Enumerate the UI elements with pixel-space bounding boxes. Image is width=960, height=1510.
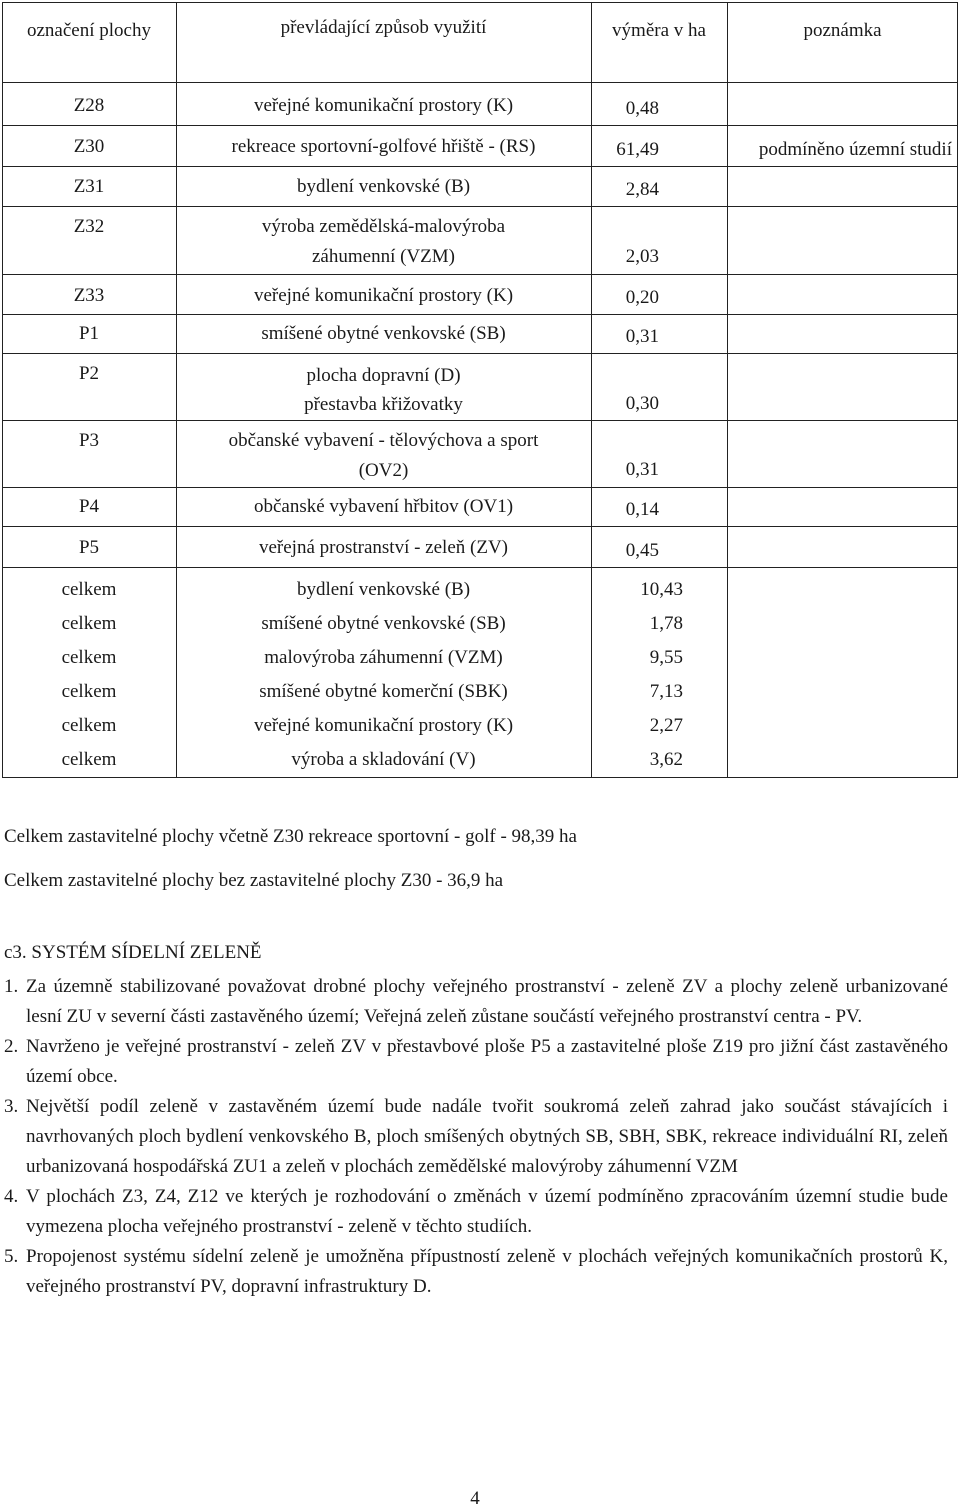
- table-border: [957, 2, 958, 778]
- page-number: 4: [470, 1488, 480, 1509]
- list-item-text: Propojenost systému sídelní zeleně je umožněna přípustností zeleně v plochách veřejných komunikačních prostorů K, veřejného prostranství PV, dopravní infrastruktury D.: [26, 1246, 948, 1297]
- table-row-note: podmíněno územní studií: [758, 139, 952, 160]
- list-item-number: 5.: [4, 1246, 19, 1267]
- list-item: [4, 1032, 948, 1092]
- table-border: [2, 2, 958, 3]
- summary-excluding-z30: Celkem zastavitelné plochy bez zastavitelné plochy Z30 - 36,9 ha: [4, 870, 504, 891]
- total-row-area: 1,78: [649, 613, 683, 634]
- table-border: [2, 526, 958, 527]
- table-row-use-line1: výroba zemědělská-malovýroba: [261, 216, 506, 237]
- table-row-area: 0,45: [625, 540, 659, 561]
- total-row-area: 2,27: [649, 715, 683, 736]
- summary-including-z30: Celkem zastavitelné plochy včetně Z30 rekreace sportovní - golf - 98,39 ha: [4, 826, 577, 847]
- table-row-use: veřejné komunikační prostory (K): [253, 95, 514, 116]
- list-item: [4, 972, 948, 1032]
- table-row-area: 2,03: [625, 246, 659, 267]
- list-item-text: V plochách Z3, Z4, Z12 ve kterých je rozhodování o změnách v území podmíněno zpracováním územní studie bude vymezena plocha veřejného prostranství - zeleně v těchto studiích.: [26, 1186, 948, 1237]
- table-row-id: P4: [78, 496, 100, 517]
- table-row-id: Z28: [73, 95, 105, 116]
- table-row-id: Z32: [73, 216, 105, 237]
- list-item-number: 1.: [4, 976, 19, 997]
- total-row-use: smíšené obytné komerční (SBK): [259, 681, 508, 702]
- table-border: [2, 420, 958, 421]
- table-row-use-line2: (OV2): [358, 460, 409, 481]
- table-row-use-line2: přestavba křižovatky: [304, 394, 463, 415]
- total-row-label: celkem: [61, 613, 117, 634]
- table-row-use-line1: plocha dopravní (D): [306, 365, 461, 386]
- table-row-id: Z30: [73, 136, 105, 157]
- table-border: [2, 353, 958, 354]
- list-item: [4, 1092, 948, 1182]
- table-border: [2, 777, 958, 778]
- table-border: [2, 82, 958, 83]
- total-row-label: celkem: [61, 579, 117, 600]
- total-row-use: bydlení venkovské (B): [296, 579, 471, 600]
- total-row-area: 10,43: [640, 579, 683, 600]
- table-border: [2, 166, 958, 167]
- list-item-text: Navrženo je veřejné prostranství - zeleň ZV v přestavbové ploše P5 a zastavitelné ploše Z19 pro jižní část zastavěného území obce.: [26, 1036, 948, 1087]
- table-row-area: 0,48: [625, 98, 659, 119]
- total-row-use: veřejné komunikační prostory (K): [253, 715, 514, 736]
- table-border: [2, 567, 958, 568]
- table-row-area: 2,84: [625, 179, 659, 200]
- total-row-area: 9,55: [649, 647, 683, 668]
- table-row-area: 0,30: [625, 393, 659, 414]
- table-row-use: veřejné komunikační prostory (K): [253, 285, 514, 306]
- table-row-use-line2: záhumenní (VZM): [312, 246, 455, 267]
- total-row-label: celkem: [61, 681, 117, 702]
- table-row-id: P1: [78, 323, 100, 344]
- list-item-text: Za územně stabilizované považovat drobné plochy veřejného prostranství - zeleně ZV a plochy zeleně urbanizované lesní ZU v severní části zastavěného území; Veřejná zeleň zůstane součástí veřejného prostranství centra - PV.: [26, 976, 948, 1027]
- total-row-label: celkem: [61, 749, 117, 770]
- table-border: [2, 125, 958, 126]
- table-row-use: občanské vybavení hřbitov (OV1): [253, 496, 514, 517]
- table-row-use: bydlení venkovské (B): [296, 176, 471, 197]
- table-row-id: P3: [78, 430, 100, 451]
- table-border: [727, 2, 728, 778]
- table-row-id: P5: [78, 537, 100, 558]
- total-row-use: výroba a skladování (V): [291, 749, 476, 770]
- header-area-ha: výměra v ha: [612, 20, 706, 41]
- total-row-area: 7,13: [649, 681, 683, 702]
- section-list: [4, 972, 948, 1302]
- list-item-number: 3.: [4, 1096, 19, 1117]
- table-row-area: 0,31: [625, 326, 659, 347]
- list-item-text: Největší podíl zeleně v zastavěném území bude nadále tvořit soukromá zeleň zahrad jako součást stávajících i navrhovaných ploch bydlení venkovského B, ploch smíšených obytných SB, SBH, SBK, rekreace individuální RI, zeleň urbanizovaná hospodářská ZU1 a zeleň v plochách zemědělské malovýroby záhumenní VZM: [26, 1096, 948, 1177]
- header-land-use: převládající způsob využití: [280, 17, 487, 38]
- table-border: [2, 487, 958, 488]
- table-row-use: smíšené obytné venkovské (SB): [261, 323, 506, 344]
- table-row-use-line1: občanské vybavení - tělovýchova a sport: [228, 430, 539, 451]
- table-row-area: 61,49: [616, 139, 659, 160]
- list-item: [4, 1182, 948, 1242]
- list-item-number: 4.: [4, 1186, 19, 1207]
- table-border: [2, 274, 958, 275]
- table-row-id: Z33: [73, 285, 105, 306]
- table-row-use: rekreace sportovní-golfové hřiště - (RS): [231, 136, 536, 157]
- table-row-id: Z31: [73, 176, 105, 197]
- table-border: [2, 206, 958, 207]
- total-row-use: smíšené obytné venkovské (SB): [261, 613, 506, 634]
- section-heading: c3. SYSTÉM SÍDELNÍ ZELENĚ: [4, 942, 262, 963]
- table-row-id: P2: [78, 363, 100, 384]
- table-border: [2, 314, 958, 315]
- table-row-area: 0,31: [625, 459, 659, 480]
- total-row-label: celkem: [61, 715, 117, 736]
- total-row-area: 3,62: [649, 749, 683, 770]
- list-item-number: 2.: [4, 1036, 19, 1057]
- total-row-use: malovýroba záhumenní (VZM): [264, 647, 503, 668]
- list-item: [4, 1242, 948, 1302]
- header-area-id: označení plochy: [27, 20, 151, 41]
- table-row-use: veřejná prostranství - zeleň (ZV): [258, 537, 508, 558]
- table-row-area: 0,20: [625, 287, 659, 308]
- total-row-label: celkem: [61, 647, 117, 668]
- table-row-area: 0,14: [625, 499, 659, 520]
- header-note: poznámka: [803, 20, 882, 41]
